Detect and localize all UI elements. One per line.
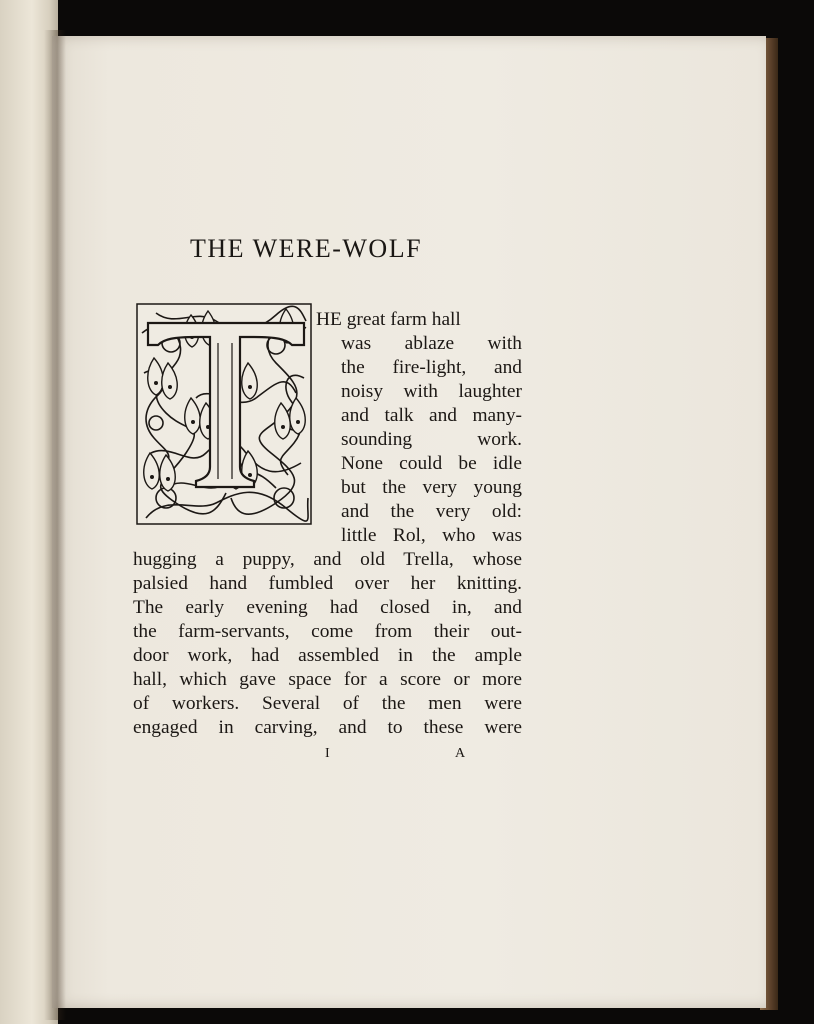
text-line: the fire-light, and — [341, 357, 522, 378]
text-line: of workers. Several of the men were — [133, 693, 522, 714]
text-line: sounding work. — [341, 429, 522, 450]
gutter-shadow — [44, 30, 66, 1020]
chapter-title: THE WERE-WOLF — [190, 234, 423, 263]
text-line: and the very old: — [341, 501, 522, 522]
text-line: and talk and many- — [341, 405, 522, 426]
text-line: palsied hand fumbled over her knitting. — [133, 573, 522, 594]
text-line: the farm-servants, come from their out- — [133, 621, 522, 642]
text-line: was ablaze with — [341, 333, 522, 354]
text-line: little Rol, who was — [341, 525, 522, 546]
text-line: engaged in carving, and to these were — [133, 717, 522, 738]
text-line: hall, which gave space for a score or more — [133, 669, 522, 690]
drop-cap-initial — [136, 303, 312, 525]
text-line: noisy with laughter — [341, 381, 522, 402]
page-number: I — [325, 746, 330, 761]
text-line: HE great farm hall — [316, 309, 461, 330]
text-line: hugging a puppy, and old Trella, whose — [133, 549, 522, 570]
text-line: The early evening had closed in, and — [133, 597, 522, 618]
text-line: but the very young — [341, 477, 522, 498]
text-line: door work, had assembled in the ample — [133, 645, 522, 666]
signature-mark: A — [455, 746, 466, 761]
text-line: None could be idle — [341, 453, 522, 474]
